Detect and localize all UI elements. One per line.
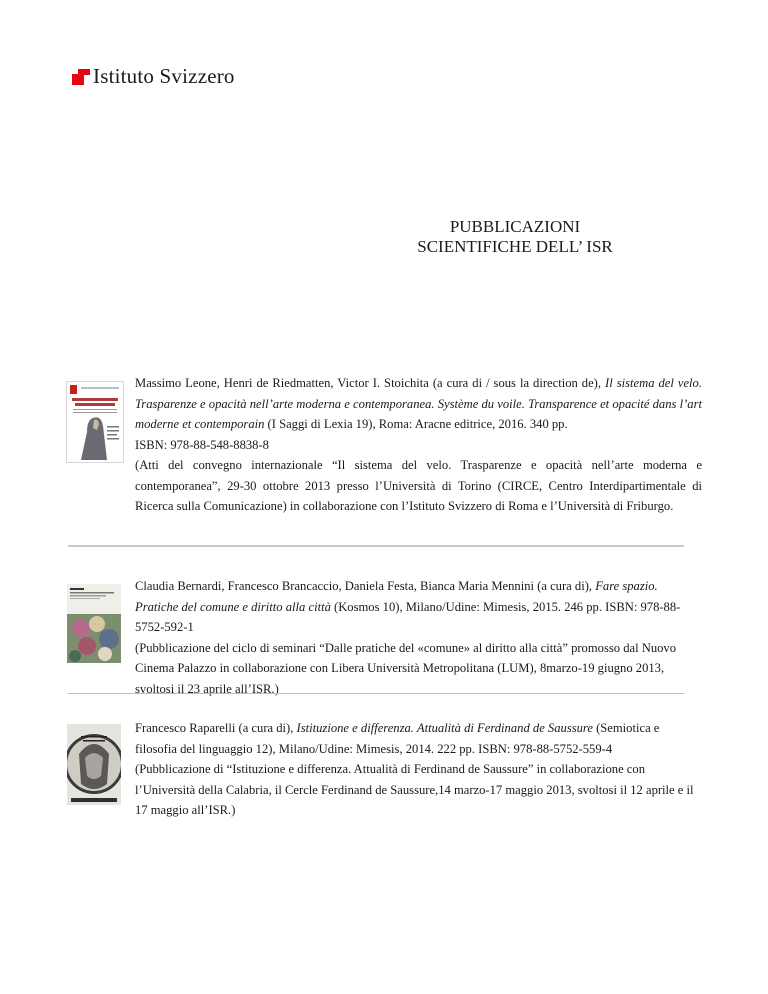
book-cover-istituzione-e-differenza-icon (67, 724, 121, 805)
publication-authors: Massimo Leone, Henri de Riedmatten, Victor I. Stoichita (a cura di / sous la direction de), (135, 376, 606, 390)
divider (68, 545, 684, 547)
book-cover-2 (67, 584, 121, 663)
publication-note: (Pubblicazione del ciclo di seminari “Dalle pratiche del «comune» al diritto alla città” promosso dal Nuovo Cinema Palazzo in collaborazione con Libera Università Metropolitana (LUM), 8marzo-19 giugno 2013, svoltosi il 23 aprile all’ISR.) (135, 640, 677, 696)
publication-title: Istituzione e differenza. Attualità di Ferdinand de Saussure (296, 721, 593, 735)
publication-3 (135, 718, 695, 821)
divider (68, 693, 684, 694)
publication-note: (Atti del convegno internazionale “Il sistema del velo. Trasparenze e opacità nell’arte moderna e contemporanea”, 29-30 ottobre 2013 presso l’Università di Torino (CIRCE, Centro Interdipartimentale di Ricerca sulla Comunicazione) in collaborazione con l’Istituto Svizzero di Roma e l’Università di Friburgo. (135, 458, 702, 513)
publication-authors: Claudia Bernardi, Francesco Brancaccio, Daniela Festa, Bianca Maria Mennini (a cura di), (135, 579, 596, 593)
publication-authors: Francesco Raparelli (a cura di), (135, 721, 297, 735)
publication-2 (135, 576, 695, 699)
logo-mark-icon (72, 69, 90, 85)
page-title-line2: SCIENTIFICHE DELL’ ISR (417, 237, 613, 256)
logo-text: Istituto Svizzero (93, 64, 235, 88)
book-cover-fare-spazio-icon (67, 584, 121, 663)
publication-1 (135, 373, 702, 517)
publication-title: Fare spazio. Pratiche del comune e diritto alla città (135, 579, 658, 614)
publication-title: Il sistema del velo. Trasparenze e opacità nell’arte moderna e contemporanea. Système du voile. Transparence et opacité dans l’art moderne et contemporain (135, 376, 702, 431)
page-title (370, 217, 660, 257)
logo (72, 64, 235, 89)
book-cover-1 (66, 381, 124, 463)
publication-note: (Pubblicazione di “Istituzione e differenza. Attualità di Ferdinand de Saussure” in collaborazione con l’Università della Calabria, il Cercle Ferdinand de Saussure,14 marzo-17 maggio 2013, svoltosi il 12 aprile e il 17 maggio all’ISR.) (135, 762, 694, 817)
page-title-line1: PUBBLICAZIONI (449, 217, 581, 236)
publication-details: (Kosmos 10), Milano/Udine: Mimesis, 2015. 246 pp. ISBN: 978-88-5752-592-1 (135, 599, 681, 634)
publication-details: (I Saggi di Lexia 19), Roma: Aracne editrice, 2016. 340 pp. (264, 417, 568, 431)
book-cover-il-sistema-del-velo-icon (67, 382, 123, 462)
publication-isbn: ISBN: 978-88-548-8838-8 (135, 437, 269, 452)
book-cover-3 (67, 724, 121, 805)
publication-details: (Semiotica e filosofia del linguaggio 12), Milano/Udine: Mimesis, 2014. 222 pp. ISBN: 978-88-5752-559-4 (135, 721, 660, 756)
